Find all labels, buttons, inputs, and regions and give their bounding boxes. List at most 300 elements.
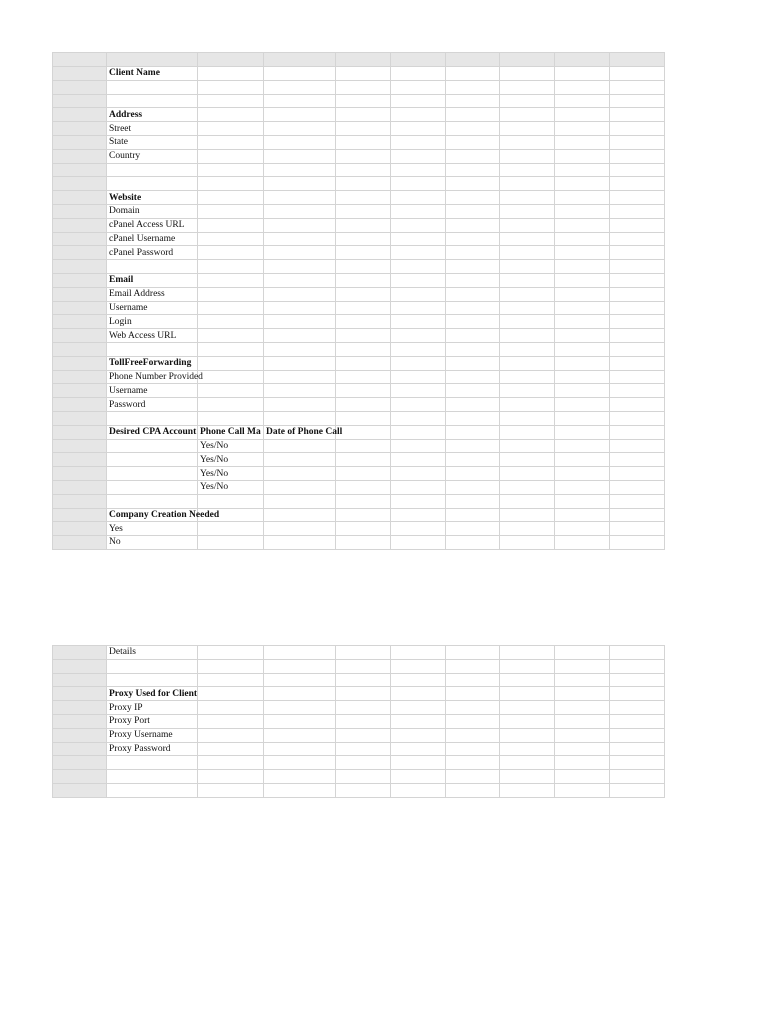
grid-cell[interactable]: [198, 770, 264, 784]
grid-cell[interactable]: [610, 177, 665, 191]
grid-cell[interactable]: [198, 494, 264, 508]
grid-cell[interactable]: Yes: [107, 522, 198, 536]
grid-cell[interactable]: [391, 439, 446, 453]
grid-cell[interactable]: [391, 163, 446, 177]
grid-cell[interactable]: [555, 687, 610, 701]
grid-cell[interactable]: [446, 232, 500, 246]
grid-cell[interactable]: [198, 370, 264, 384]
grid-cell[interactable]: [610, 467, 665, 481]
grid-cell[interactable]: [500, 287, 555, 301]
row-header-cell[interactable]: [53, 756, 107, 770]
grid-cell[interactable]: [391, 701, 446, 715]
grid-cell[interactable]: [446, 122, 500, 136]
grid-cell[interactable]: [446, 646, 500, 660]
grid-cell[interactable]: [610, 329, 665, 343]
grid-cell[interactable]: [336, 687, 391, 701]
grid-cell[interactable]: [336, 94, 391, 108]
row-header-cell[interactable]: [53, 425, 107, 439]
grid-cell[interactable]: [336, 108, 391, 122]
column-header-cell[interactable]: [336, 53, 391, 67]
grid-cell[interactable]: [555, 508, 610, 522]
grid-cell[interactable]: [336, 315, 391, 329]
grid-cell[interactable]: [555, 67, 610, 81]
grid-cell[interactable]: [198, 232, 264, 246]
grid-cell[interactable]: [446, 135, 500, 149]
grid-cell[interactable]: [336, 177, 391, 191]
grid-cell[interactable]: [198, 728, 264, 742]
grid-cell[interactable]: [264, 370, 336, 384]
row-header-cell[interactable]: [53, 287, 107, 301]
grid-cell[interactable]: [555, 218, 610, 232]
grid-cell[interactable]: [555, 108, 610, 122]
grid-cell[interactable]: [500, 204, 555, 218]
grid-cell[interactable]: cPanel Access URL: [107, 218, 198, 232]
grid-cell[interactable]: [336, 659, 391, 673]
grid-cell[interactable]: [610, 536, 665, 550]
grid-cell[interactable]: [198, 67, 264, 81]
grid-cell[interactable]: [555, 177, 610, 191]
row-header-cell[interactable]: [53, 398, 107, 412]
grid-cell[interactable]: [336, 742, 391, 756]
row-header-cell[interactable]: [53, 522, 107, 536]
grid-cell[interactable]: [336, 398, 391, 412]
grid-cell[interactable]: [198, 204, 264, 218]
grid-cell[interactable]: [500, 329, 555, 343]
grid-cell[interactable]: [391, 673, 446, 687]
grid-cell[interactable]: [264, 687, 336, 701]
grid-cell[interactable]: [336, 370, 391, 384]
grid-cell[interactable]: [336, 287, 391, 301]
grid-cell[interactable]: [264, 108, 336, 122]
grid-cell[interactable]: [446, 315, 500, 329]
grid-cell[interactable]: [336, 728, 391, 742]
grid-cell[interactable]: [610, 398, 665, 412]
grid-cell[interactable]: [610, 80, 665, 94]
grid-cell[interactable]: [198, 673, 264, 687]
grid-cell[interactable]: Email: [107, 273, 198, 287]
grid-cell[interactable]: [555, 315, 610, 329]
grid-cell[interactable]: [391, 287, 446, 301]
grid-cell[interactable]: Proxy Username: [107, 728, 198, 742]
grid-cell[interactable]: [446, 80, 500, 94]
grid-cell[interactable]: [610, 163, 665, 177]
grid-cell[interactable]: [336, 425, 391, 439]
grid-cell[interactable]: [555, 135, 610, 149]
grid-cell[interactable]: [500, 218, 555, 232]
grid-cell[interactable]: [391, 356, 446, 370]
grid-cell[interactable]: [500, 315, 555, 329]
grid-cell[interactable]: [198, 687, 264, 701]
grid-cell[interactable]: Details: [107, 646, 198, 660]
grid-cell[interactable]: [198, 177, 264, 191]
grid-cell[interactable]: [555, 163, 610, 177]
grid-cell[interactable]: [336, 342, 391, 356]
grid-cell[interactable]: [391, 508, 446, 522]
grid-cell[interactable]: [446, 149, 500, 163]
grid-cell[interactable]: [555, 246, 610, 260]
grid-cell[interactable]: [555, 714, 610, 728]
grid-cell[interactable]: [446, 163, 500, 177]
grid-cell[interactable]: [336, 646, 391, 660]
grid-cell[interactable]: [107, 94, 198, 108]
grid-cell[interactable]: Company Creation Needed: [107, 508, 198, 522]
grid-cell[interactable]: [555, 770, 610, 784]
grid-cell[interactable]: [264, 673, 336, 687]
grid-cell[interactable]: [555, 673, 610, 687]
grid-cell[interactable]: Yes/No: [198, 467, 264, 481]
grid-cell[interactable]: [391, 260, 446, 274]
grid-cell[interactable]: [391, 494, 446, 508]
grid-cell[interactable]: [555, 122, 610, 136]
grid-cell[interactable]: Yes/No: [198, 453, 264, 467]
grid-cell[interactable]: [198, 398, 264, 412]
grid-cell[interactable]: [391, 94, 446, 108]
grid-cell[interactable]: [610, 342, 665, 356]
grid-cell[interactable]: [264, 480, 336, 494]
grid-cell[interactable]: [198, 783, 264, 797]
grid-cell[interactable]: [264, 508, 336, 522]
grid-cell[interactable]: [500, 177, 555, 191]
column-header-cell[interactable]: [610, 53, 665, 67]
column-header-cell[interactable]: [53, 53, 107, 67]
grid-cell[interactable]: Proxy Password: [107, 742, 198, 756]
grid-cell[interactable]: [555, 659, 610, 673]
grid-cell[interactable]: [107, 163, 198, 177]
grid-cell[interactable]: [555, 273, 610, 287]
grid-cell[interactable]: [336, 453, 391, 467]
grid-cell[interactable]: [446, 370, 500, 384]
grid-cell[interactable]: [264, 770, 336, 784]
grid-cell[interactable]: Password: [107, 398, 198, 412]
grid-cell[interactable]: [610, 659, 665, 673]
grid-cell[interactable]: [446, 191, 500, 205]
grid-cell[interactable]: [391, 218, 446, 232]
grid-cell[interactable]: [264, 701, 336, 715]
grid-cell[interactable]: [555, 728, 610, 742]
grid-cell[interactable]: [107, 494, 198, 508]
row-header-cell[interactable]: [53, 439, 107, 453]
grid-cell[interactable]: [555, 287, 610, 301]
grid-cell[interactable]: [198, 342, 264, 356]
grid-cell[interactable]: [391, 273, 446, 287]
grid-cell[interactable]: [198, 384, 264, 398]
grid-cell[interactable]: [610, 783, 665, 797]
row-header-cell[interactable]: [53, 260, 107, 274]
grid-cell[interactable]: Address: [107, 108, 198, 122]
grid-cell[interactable]: [391, 232, 446, 246]
row-header-cell[interactable]: [53, 701, 107, 715]
row-header-cell[interactable]: [53, 191, 107, 205]
grid-cell[interactable]: [500, 687, 555, 701]
grid-cell[interactable]: [610, 246, 665, 260]
grid-cell[interactable]: [198, 218, 264, 232]
grid-cell[interactable]: [198, 522, 264, 536]
row-header-cell[interactable]: [53, 122, 107, 136]
grid-cell[interactable]: [500, 701, 555, 715]
grid-cell[interactable]: [446, 356, 500, 370]
grid-cell[interactable]: [336, 411, 391, 425]
grid-cell[interactable]: [336, 232, 391, 246]
grid-cell[interactable]: [555, 301, 610, 315]
row-header-cell[interactable]: [53, 508, 107, 522]
column-header-cell[interactable]: [500, 53, 555, 67]
grid-cell[interactable]: [555, 742, 610, 756]
grid-cell[interactable]: [264, 204, 336, 218]
grid-cell[interactable]: [446, 687, 500, 701]
grid-cell[interactable]: [198, 411, 264, 425]
grid-cell[interactable]: [500, 135, 555, 149]
grid-cell[interactable]: [264, 163, 336, 177]
row-header-cell[interactable]: [53, 536, 107, 550]
grid-cell[interactable]: [336, 756, 391, 770]
grid-cell[interactable]: [555, 411, 610, 425]
grid-cell[interactable]: [264, 398, 336, 412]
grid-cell[interactable]: [264, 273, 336, 287]
grid-cell[interactable]: [555, 467, 610, 481]
grid-cell[interactable]: [391, 770, 446, 784]
grid-cell[interactable]: [610, 411, 665, 425]
grid-cell[interactable]: [555, 783, 610, 797]
grid-cell[interactable]: [391, 783, 446, 797]
grid-cell[interactable]: [264, 439, 336, 453]
grid-cell[interactable]: [610, 218, 665, 232]
grid-cell[interactable]: [610, 301, 665, 315]
grid-cell[interactable]: [610, 356, 665, 370]
grid-cell[interactable]: State: [107, 135, 198, 149]
grid-cell[interactable]: [198, 356, 264, 370]
grid-cell[interactable]: [391, 714, 446, 728]
grid-cell[interactable]: [391, 301, 446, 315]
column-header-cell[interactable]: [264, 53, 336, 67]
grid-cell[interactable]: [555, 80, 610, 94]
grid-cell[interactable]: Email Address: [107, 287, 198, 301]
grid-cell[interactable]: [391, 453, 446, 467]
grid-cell[interactable]: [500, 260, 555, 274]
grid-cell[interactable]: [198, 301, 264, 315]
grid-cell[interactable]: [336, 80, 391, 94]
grid-cell[interactable]: cPanel Username: [107, 232, 198, 246]
grid-cell[interactable]: [336, 701, 391, 715]
grid-cell[interactable]: [391, 687, 446, 701]
grid-cell[interactable]: [198, 701, 264, 715]
grid-cell[interactable]: [446, 67, 500, 81]
grid-cell[interactable]: [391, 80, 446, 94]
grid-cell[interactable]: [610, 522, 665, 536]
row-header-cell[interactable]: [53, 273, 107, 287]
grid-cell[interactable]: [446, 536, 500, 550]
grid-cell[interactable]: [446, 439, 500, 453]
grid-cell[interactable]: [446, 783, 500, 797]
grid-cell[interactable]: [446, 701, 500, 715]
grid-cell[interactable]: [336, 494, 391, 508]
grid-cell[interactable]: [336, 218, 391, 232]
grid-cell[interactable]: [264, 756, 336, 770]
grid-cell[interactable]: [446, 742, 500, 756]
grid-cell[interactable]: [264, 301, 336, 315]
grid-cell[interactable]: [500, 673, 555, 687]
grid-cell[interactable]: Yes/No: [198, 480, 264, 494]
grid-cell[interactable]: [446, 411, 500, 425]
grid-cell[interactable]: [610, 687, 665, 701]
grid-cell[interactable]: [500, 273, 555, 287]
grid-cell[interactable]: Date of Phone Call: [264, 425, 336, 439]
grid-cell[interactable]: [391, 728, 446, 742]
grid-cell[interactable]: [264, 191, 336, 205]
grid-cell[interactable]: [264, 646, 336, 660]
grid-cell[interactable]: [336, 67, 391, 81]
grid-cell[interactable]: [391, 329, 446, 343]
grid-cell[interactable]: [446, 673, 500, 687]
grid-cell[interactable]: [610, 94, 665, 108]
grid-cell[interactable]: [555, 522, 610, 536]
grid-cell[interactable]: [500, 480, 555, 494]
grid-cell[interactable]: [107, 80, 198, 94]
column-header-cell[interactable]: [198, 53, 264, 67]
grid-cell[interactable]: Street: [107, 122, 198, 136]
grid-cell[interactable]: [446, 494, 500, 508]
grid-cell[interactable]: [610, 453, 665, 467]
grid-cell[interactable]: [264, 67, 336, 81]
grid-cell[interactable]: [555, 384, 610, 398]
grid-cell[interactable]: [391, 756, 446, 770]
grid-cell[interactable]: [391, 384, 446, 398]
grid-cell[interactable]: [500, 411, 555, 425]
grid-cell[interactable]: [198, 273, 264, 287]
grid-cell[interactable]: [446, 342, 500, 356]
grid-cell[interactable]: Phone Number Provided: [107, 370, 198, 384]
grid-cell[interactable]: [391, 315, 446, 329]
grid-cell[interactable]: [107, 177, 198, 191]
grid-cell[interactable]: [336, 467, 391, 481]
grid-cell[interactable]: [198, 646, 264, 660]
grid-cell[interactable]: [446, 756, 500, 770]
grid-cell[interactable]: [264, 494, 336, 508]
grid-cell[interactable]: [555, 204, 610, 218]
grid-cell[interactable]: [336, 204, 391, 218]
grid-cell[interactable]: [500, 191, 555, 205]
grid-cell[interactable]: [107, 783, 198, 797]
grid-cell[interactable]: [610, 370, 665, 384]
grid-cell[interactable]: [446, 260, 500, 274]
grid-cell[interactable]: [391, 536, 446, 550]
grid-cell[interactable]: [107, 439, 198, 453]
grid-cell[interactable]: [107, 756, 198, 770]
row-header-cell[interactable]: [53, 646, 107, 660]
grid-cell[interactable]: [336, 191, 391, 205]
grid-cell[interactable]: [500, 384, 555, 398]
grid-cell[interactable]: [391, 659, 446, 673]
grid-cell[interactable]: [264, 122, 336, 136]
grid-cell[interactable]: [198, 149, 264, 163]
grid-cell[interactable]: [446, 398, 500, 412]
grid-cell[interactable]: [391, 480, 446, 494]
row-header-cell[interactable]: [53, 301, 107, 315]
grid-cell[interactable]: [500, 494, 555, 508]
grid-cell[interactable]: [610, 728, 665, 742]
grid-cell[interactable]: [336, 301, 391, 315]
grid-cell[interactable]: [336, 135, 391, 149]
row-header-cell[interactable]: [53, 342, 107, 356]
row-header-cell[interactable]: [53, 246, 107, 260]
grid-cell[interactable]: [107, 467, 198, 481]
row-header-cell[interactable]: [53, 94, 107, 108]
grid-cell[interactable]: [555, 342, 610, 356]
grid-cell[interactable]: Login: [107, 315, 198, 329]
grid-cell[interactable]: [198, 246, 264, 260]
grid-cell[interactable]: [555, 329, 610, 343]
grid-cell[interactable]: [391, 411, 446, 425]
grid-cell[interactable]: [446, 480, 500, 494]
grid-cell[interactable]: Domain: [107, 204, 198, 218]
grid-cell[interactable]: [500, 232, 555, 246]
grid-cell[interactable]: [391, 398, 446, 412]
grid-cell[interactable]: [107, 342, 198, 356]
grid-cell[interactable]: [336, 783, 391, 797]
grid-cell[interactable]: [555, 191, 610, 205]
row-header-cell[interactable]: [53, 163, 107, 177]
row-header-cell[interactable]: [53, 453, 107, 467]
grid-cell[interactable]: [500, 80, 555, 94]
grid-cell[interactable]: [500, 425, 555, 439]
grid-cell[interactable]: [107, 453, 198, 467]
grid-cell[interactable]: Desired CPA Account: [107, 425, 198, 439]
grid-cell[interactable]: [336, 260, 391, 274]
row-header-cell[interactable]: [53, 673, 107, 687]
row-header-cell[interactable]: [53, 467, 107, 481]
grid-cell[interactable]: [555, 439, 610, 453]
grid-cell[interactable]: [500, 467, 555, 481]
grid-cell[interactable]: [391, 122, 446, 136]
grid-cell[interactable]: [610, 315, 665, 329]
grid-cell[interactable]: [198, 536, 264, 550]
grid-cell[interactable]: [391, 522, 446, 536]
grid-cell[interactable]: [336, 149, 391, 163]
grid-cell[interactable]: [446, 384, 500, 398]
grid-cell[interactable]: [198, 315, 264, 329]
grid-cell[interactable]: [555, 398, 610, 412]
grid-cell[interactable]: [446, 177, 500, 191]
grid-cell[interactable]: Username: [107, 301, 198, 315]
grid-cell[interactable]: [555, 756, 610, 770]
grid-cell[interactable]: [198, 122, 264, 136]
row-header-cell[interactable]: [53, 494, 107, 508]
grid-cell[interactable]: TollFreeForwarding: [107, 356, 198, 370]
row-header-cell[interactable]: [53, 232, 107, 246]
grid-cell[interactable]: [198, 287, 264, 301]
grid-cell[interactable]: [555, 701, 610, 715]
grid-cell[interactable]: [610, 701, 665, 715]
grid-cell[interactable]: [264, 149, 336, 163]
column-header-cell[interactable]: [391, 53, 446, 67]
grid-cell[interactable]: [610, 287, 665, 301]
row-header-cell[interactable]: [53, 770, 107, 784]
grid-cell[interactable]: [610, 770, 665, 784]
grid-cell[interactable]: [198, 329, 264, 343]
row-header-cell[interactable]: [53, 370, 107, 384]
grid-cell[interactable]: [107, 411, 198, 425]
row-header-cell[interactable]: [53, 783, 107, 797]
grid-cell[interactable]: [555, 494, 610, 508]
grid-cell[interactable]: [391, 108, 446, 122]
grid-cell[interactable]: [500, 508, 555, 522]
grid-cell[interactable]: [264, 329, 336, 343]
grid-cell[interactable]: [500, 108, 555, 122]
grid-cell[interactable]: [336, 122, 391, 136]
grid-cell[interactable]: [446, 770, 500, 784]
grid-cell[interactable]: [198, 108, 264, 122]
grid-cell[interactable]: [198, 163, 264, 177]
grid-cell[interactable]: [446, 425, 500, 439]
